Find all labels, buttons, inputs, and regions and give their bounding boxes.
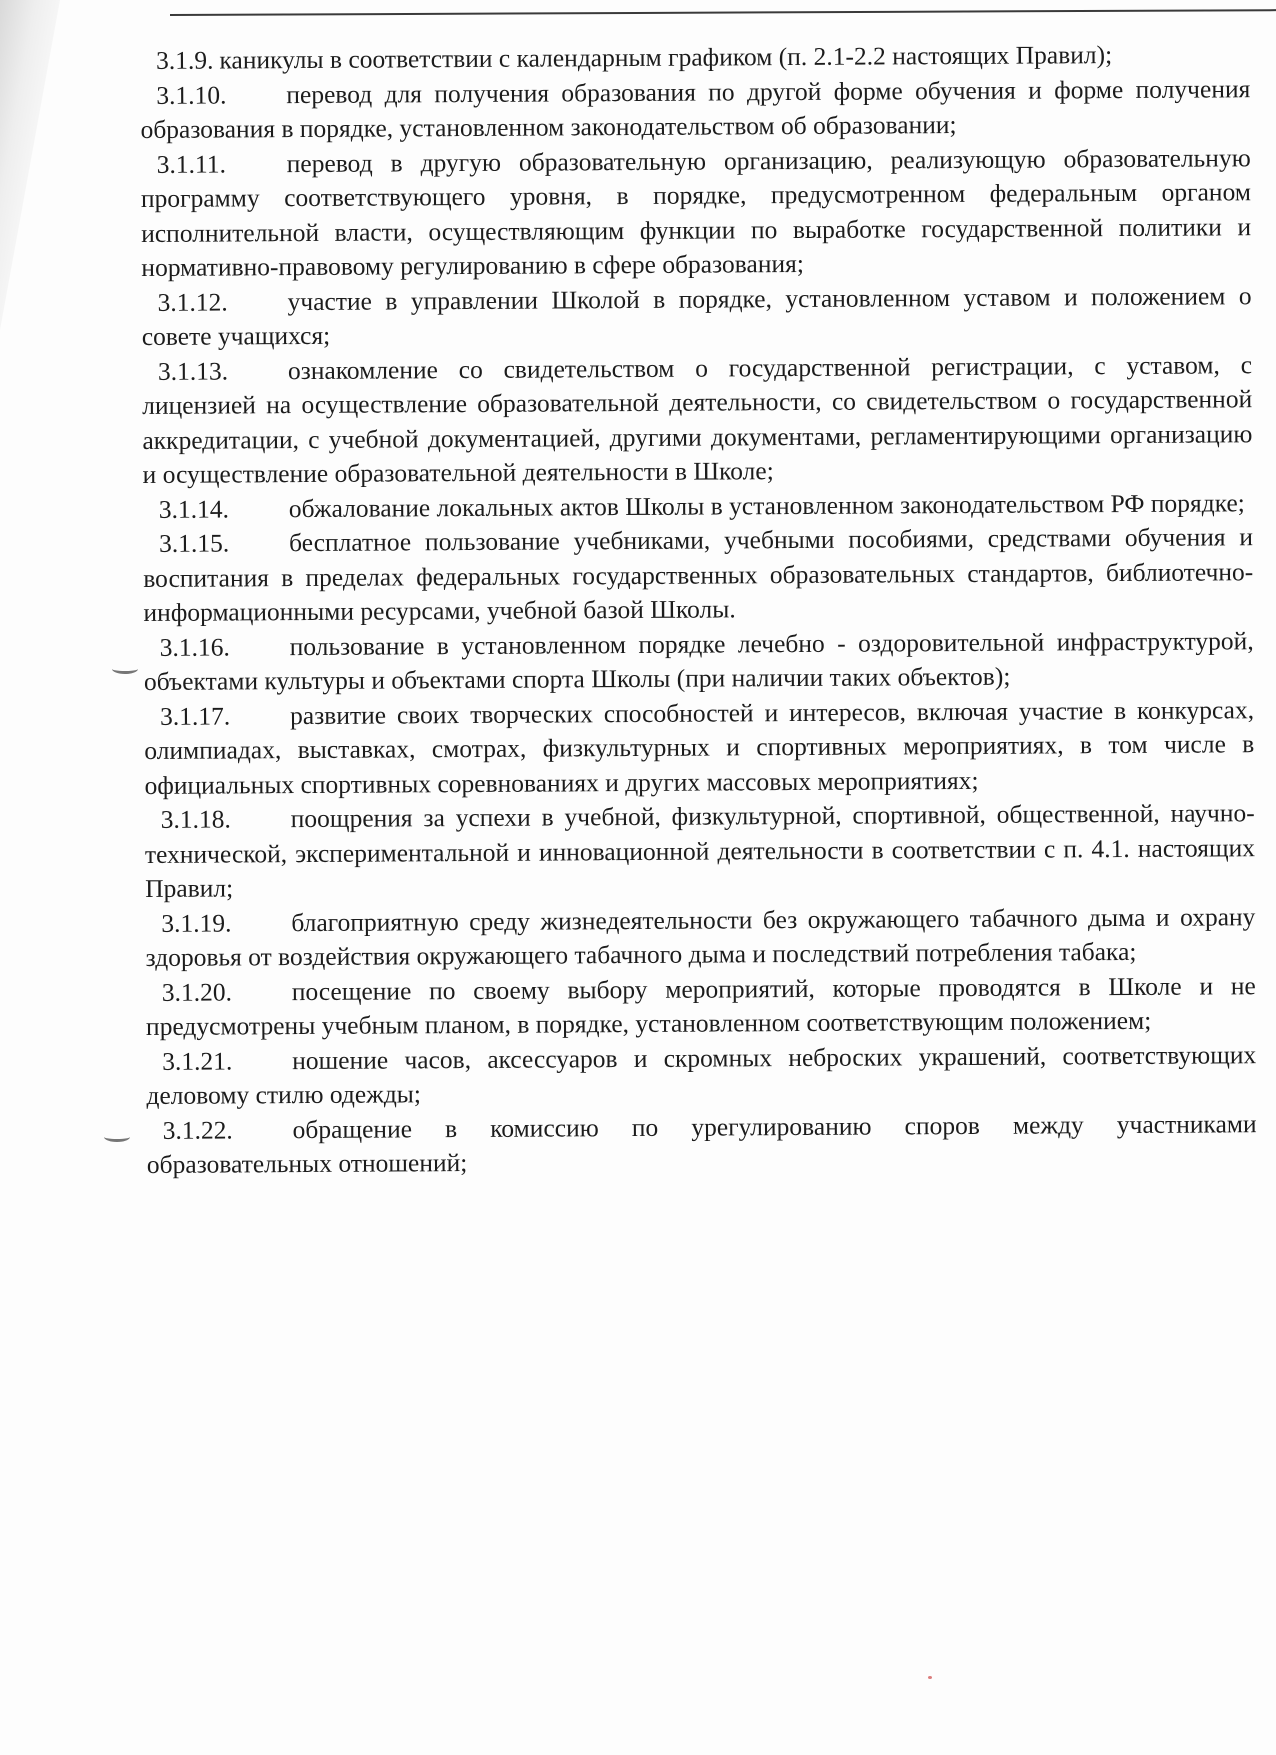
item-number: 3.1.11.	[156, 148, 227, 179]
punch-mark	[112, 664, 138, 674]
document-body	[140, 37, 1257, 1182]
list-item	[147, 1107, 1257, 1183]
item-text: поощрения за успехи в учебной, физкультурной, спортивной, общественной, научно-технической, экспериментальной и инновационной деятельности в соответствии с п. 4.1. настоящих Правил;	[144, 798, 1256, 903]
item-text: перевод в другую образовательную организацию, реализующую образовательную программу соответствующего уровня, в порядке, предусмотренном федеральным органом исполнительной власти, осуществляющим функции по выработке государственной политики и нормативно-правовому регулированию в сфере образования;	[140, 142, 1252, 282]
item-text: обращение в комиссию по урегулированию споров между участниками образовательных отношений;	[146, 1108, 1257, 1179]
item-text: участие в управлении Школой в порядке, установленном уставом и положением о совете учащихся;	[141, 280, 1252, 351]
page-fold-shadow	[0, 0, 60, 330]
list-item	[144, 624, 1254, 700]
item-number: 3.1.17.	[160, 700, 231, 731]
list-item	[142, 348, 1253, 493]
list-item	[145, 900, 1255, 976]
item-number: 3.1.12.	[157, 286, 228, 317]
item-text: ознакомление со свидетельством о государственной регистрации, с уставом, с лицензией на осуществление образовательной деятельности, со свидетельством о государственной аккредитации, с учебной документацией, другими документами, регламентирующими организацию и осуществление образовательной деятельности в Школе;	[142, 349, 1253, 489]
item-number: 3.1.19.	[161, 907, 232, 938]
item-number: 3.1.10.	[156, 79, 227, 110]
item-number: 3.1.9.	[156, 45, 214, 75]
item-number: 3.1.20.	[161, 976, 233, 1007]
item-text: благоприятную среду жизнедеятельности без окружающего табачного дыма и охрану здоровья от воздействия окружающего табачного дыма и последствий потребления табака;	[145, 901, 1256, 972]
list-item	[146, 1038, 1256, 1114]
item-text: каникулы в соответствии с календарным графиком (п. 2.1-2.2 настоящих Правил);	[219, 40, 1113, 75]
item-number: 3.1.21.	[162, 1045, 233, 1076]
punch-mark	[104, 1132, 130, 1142]
item-text: перевод для получения образования по другой форме обучения и форме получения образования в порядке, установленном законодательством об образовании;	[140, 73, 1251, 144]
ink-speck	[928, 1676, 932, 1679]
item-text: ношение часов, аксессуаров и скромных неброских украшений, соответствующих деловому стилю одежды;	[146, 1039, 1257, 1110]
item-text: бесплатное пользование учебниками, учебными пособиями, средствами обучения и воспитания в пределах федеральных государственных образовательных стандартов, библиотечно-информационными ресурсами, учебной базой Школы.	[143, 522, 1254, 627]
item-number: 3.1.22.	[162, 1114, 233, 1145]
list-item	[145, 796, 1256, 906]
item-number: 3.1.16.	[159, 631, 230, 662]
item-number: 3.1.18.	[160, 804, 231, 834]
item-number: 3.1.15.	[158, 528, 230, 558]
item-text: развитие своих творческих способностей и интересов, включая участие в конкурсах, олимпиадах, выставках, смотрах, физкультурных и спортивных мероприятиях, в том числе в официальных спортивных соревнованиях и других массовых мероприятиях;	[144, 694, 1255, 800]
item-number: 3.1.13.	[157, 355, 229, 386]
list-item	[144, 693, 1255, 803]
list-item	[141, 141, 1252, 286]
list-item	[141, 279, 1251, 355]
item-text: посещение по своему выбору мероприятий, которые проводятся в Школе и не предусмотрены учебным планом, в порядке, установленном соответствующим положением;	[145, 970, 1256, 1041]
item-text: обжалование локальных актов Школы в установленном законодательством РФ порядке;	[288, 487, 1245, 523]
item-number: 3.1.14.	[158, 493, 230, 524]
list-item	[140, 72, 1250, 148]
list-item	[146, 969, 1256, 1045]
item-text: пользование в установленном порядке лечебно - оздоровительной инфраструктурой, объектами культуры и объектами спорта Школы (при наличии таких объектов);	[143, 625, 1254, 696]
list-item	[143, 520, 1254, 630]
page-top-edge	[170, 9, 1276, 16]
